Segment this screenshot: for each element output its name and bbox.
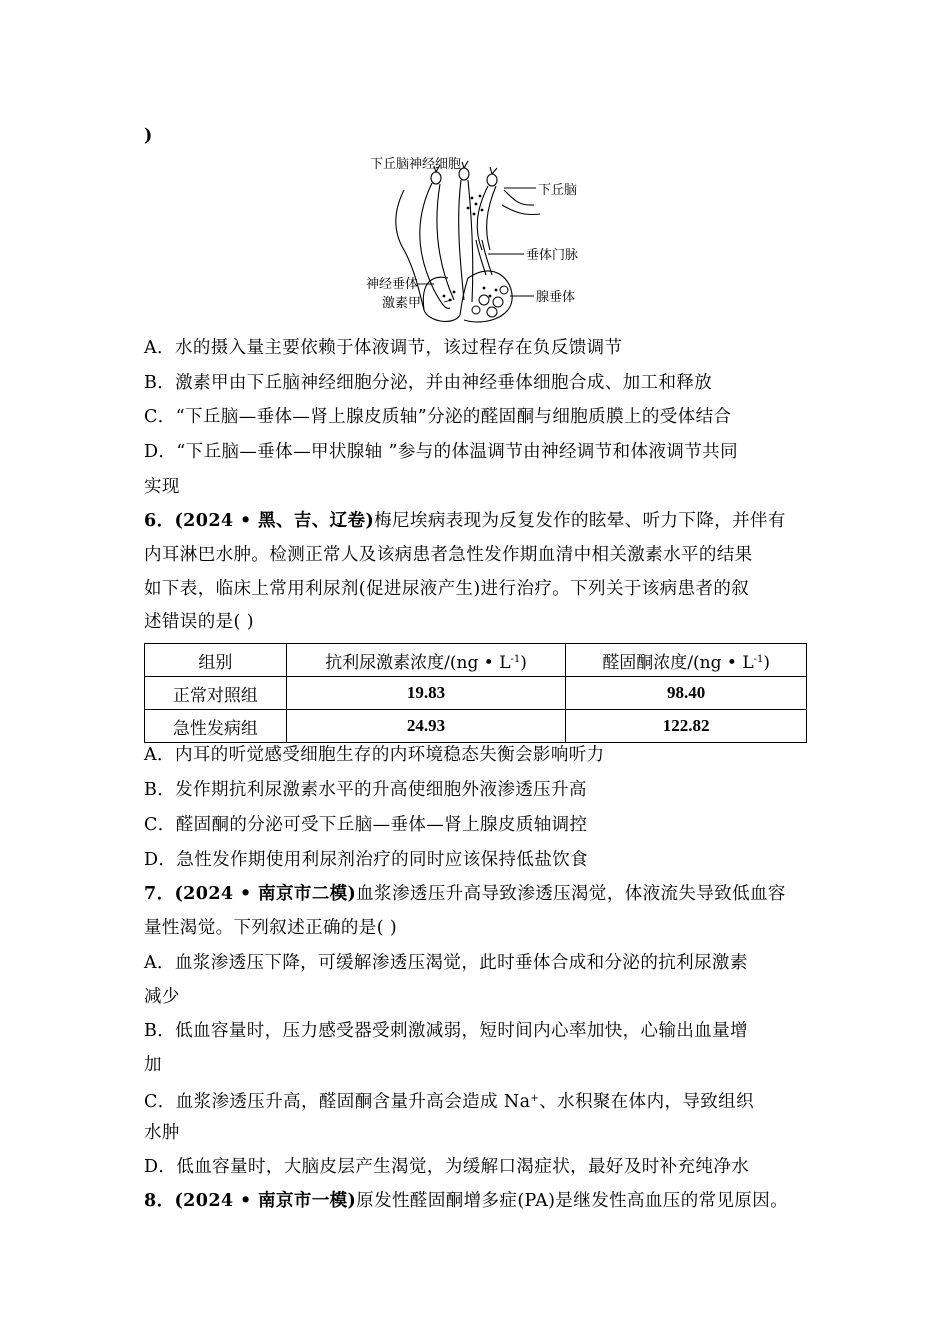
table-header-row (145, 644, 807, 677)
pituitary-illustration (364, 150, 600, 330)
q7-source: (2024 • 南京市二模) (174, 884, 357, 904)
q6-option-a: A．内耳的听觉感受细胞生存的内环境稳态失衡会影响听力 (144, 745, 605, 765)
q6-stem-text: 梅尼埃病表现为反复发作的眩晕、听力下降，并伴有 (374, 511, 786, 531)
continued-paren: ) (144, 126, 153, 146)
q6-option-b: B．发作期抗利尿激素水平的升高使细胞外液渗透压升高 (144, 780, 587, 800)
q6-option-d: D．急性发作期使用利尿剂治疗的同时应该保持低盐饮食 (144, 850, 589, 870)
q8-source: (2024 • 南京市一模) (174, 1191, 357, 1211)
q7-option-c-cont: 水肿 (144, 1123, 180, 1143)
header-aldosterone: 醛固酮浓度/(ng • $L^{-1}$) (566, 644, 807, 677)
pituitary-diagram (364, 150, 600, 330)
q7-option-c: C．血浆渗透压升高，醛固酮含量升高会造成 Na+、水积聚在体内，导致组织 (144, 1092, 754, 1112)
q7-number: 7． (144, 884, 175, 904)
q8-stem-line1 (144, 1189, 788, 1213)
q6-source: (2024 • 黑、吉、辽卷) (174, 511, 375, 531)
cell-aldosterone: 98.40 (566, 677, 807, 710)
table-row (145, 677, 807, 710)
cell-adh: 19.83 (286, 677, 566, 710)
cell-group: 正常对照组 (145, 677, 287, 710)
q5-option-c: C．“下丘脑—垂体—肾上腺皮质轴”分泌的醛固酮与细胞质膜上的受体结合 (144, 407, 732, 427)
q8-number: 8． (144, 1191, 175, 1211)
q6-stem-line2: 内耳淋巴水肿。检测正常人及该病患者急性发作期血清中相关激素水平的结果 (144, 545, 753, 565)
q5-option-d-cont: 实现 (144, 477, 180, 497)
gland-cells (472, 286, 508, 317)
header-group: 组别 (145, 644, 287, 677)
label-adenohypophysis: 腺垂体 (536, 290, 576, 305)
hormone-table (144, 643, 807, 743)
q6-option-c: C．醛固酮的分泌可受下丘脑—垂体—肾上腺皮质轴调控 (144, 815, 588, 835)
q5-option-d: D．“下丘脑—垂体—甲状腺轴 ”参与的体温调节由神经调节和体液调节共同 (144, 442, 738, 462)
q6-stem-line3: 如下表，临床上常用利尿剂(促进尿液产生)进行治疗。下列关于该病患者的叙 (144, 579, 750, 599)
q7-option-a-cont: 减少 (144, 987, 180, 1007)
label-portal-vein: 垂体门脉 (526, 248, 579, 263)
header-adh: 抗利尿激素浓度/(ng • $L^{-1}$) (286, 644, 566, 677)
label-neurohypophysis: 神经垂体 (366, 277, 419, 292)
q7-option-b-cont: 加 (144, 1055, 162, 1075)
q6-number: 6． (144, 511, 175, 531)
q7-option-d: D．低血容量时，大脑皮层产生渴觉，为缓解口渴症状，最好及时补充纯净水 (144, 1157, 750, 1177)
cell-aldosterone: 122.82 (566, 710, 807, 743)
label-hypothalamic-neuron: 下丘脑神经细胞 (370, 157, 462, 172)
cell-group: 急性发病组 (145, 710, 287, 743)
q6-stem-line4: 述错误的是( ) (144, 612, 254, 632)
q7-stem-line1 (144, 882, 786, 906)
q5-option-a: A．水的摄入量主要依赖于体液调节，该过程存在负反馈调节 (144, 338, 623, 358)
label-hypothalamus: 下丘脑 (538, 183, 578, 198)
table-row (145, 710, 807, 743)
q8-stem-text: 原发性醛固酮增多症(PA)是继发性高血压的常见原因。 (356, 1191, 789, 1211)
q6-stem-line1 (144, 509, 786, 533)
q5-option-b: B．激素甲由下丘脑神经细胞分泌，并由神经垂体细胞合成、加工和释放 (144, 373, 713, 393)
label-hormone-a: 激素甲 (382, 296, 422, 311)
q7-option-a: A．血浆渗透压下降，可缓解渗透压渴觉，此时垂体合成和分泌的抗利尿激素 (144, 953, 748, 973)
q7-stem-text: 血浆渗透压升高导致渗透压渴觉，体液流失导致低血容 (356, 884, 786, 904)
cell-adh: 24.93 (286, 710, 566, 743)
q7-option-b: B．低血容量时，压力感受器受刺激减弱，短时间内心率加快，心输出血量增 (144, 1021, 748, 1041)
q7-stem-line2: 量性渴觉。下列叙述正确的是( ) (144, 918, 398, 938)
